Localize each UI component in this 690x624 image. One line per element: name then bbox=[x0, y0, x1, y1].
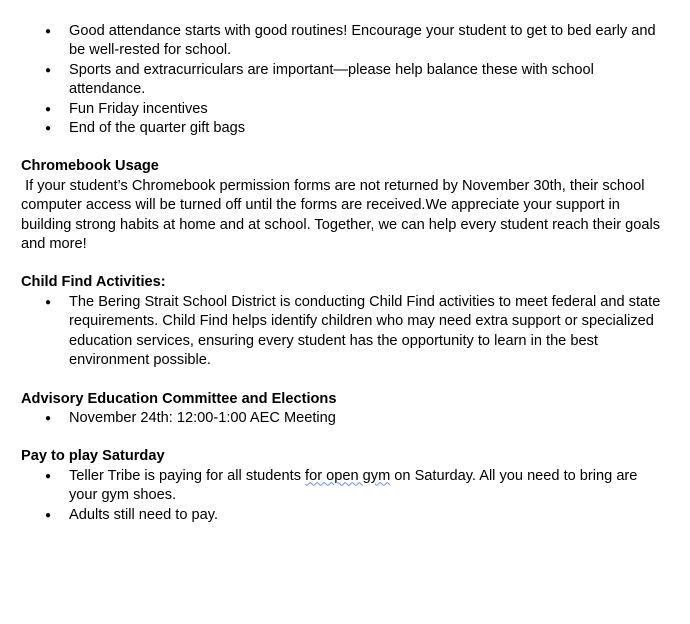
list-item: ● The Bering Strait School District is conducting Child Find activities to meet federal and state requirements. Child Find helps identify children who may need extra support or specialized education services, ensuring every student has the opportunity to learn in the best environment possible. bbox=[69, 293, 661, 371]
child-find-list bbox=[21, 293, 661, 371]
list-item: ● Adults still need to pay. bbox=[69, 506, 661, 525]
chromebook-section bbox=[21, 157, 665, 254]
chromebook-paragraph: If your student’s Chromebook permission forms are not returned by November 30th, their school computer access will be turned off until the forms are received.We appreciate your support in building strong habits at home and at school. Together, we can help every student reach their goals and more! bbox=[21, 177, 665, 253]
list-item: ● Sports and extracurriculars are important—please help balance these with school attendance. bbox=[69, 61, 661, 100]
list-item: ● November 24th: 12:00-1:00 AEC Meeting bbox=[69, 409, 661, 428]
text-run: Teller Tribe is paying for all students bbox=[69, 467, 306, 484]
text-run: on Saturday. All you need to bring are your gym shoes. bbox=[69, 467, 638, 504]
child-find-section bbox=[21, 273, 661, 370]
chromebook-heading: Chromebook Usage bbox=[21, 158, 159, 175]
aec-list bbox=[21, 409, 661, 428]
list-item bbox=[69, 467, 661, 506]
grammar-suggestion[interactable]: for open gym bbox=[305, 467, 391, 484]
list-item: ● End of the quarter gift bags bbox=[69, 119, 661, 138]
list-item: ● Fun Friday incentives bbox=[69, 100, 661, 119]
pay-to-play-heading: Pay to play Saturday bbox=[21, 448, 165, 465]
attendance-tips-list bbox=[21, 22, 661, 138]
aec-heading: Advisory Education Committee and Elections bbox=[21, 390, 337, 407]
pay-to-play-section bbox=[21, 447, 661, 525]
list-item: ● Good attendance starts with good routines! Encourage your student to get to bed early and be well-rested for school. bbox=[69, 22, 661, 61]
child-find-heading: Child Find Activities: bbox=[21, 274, 166, 291]
pay-to-play-list bbox=[21, 467, 661, 525]
aec-section bbox=[21, 390, 661, 429]
